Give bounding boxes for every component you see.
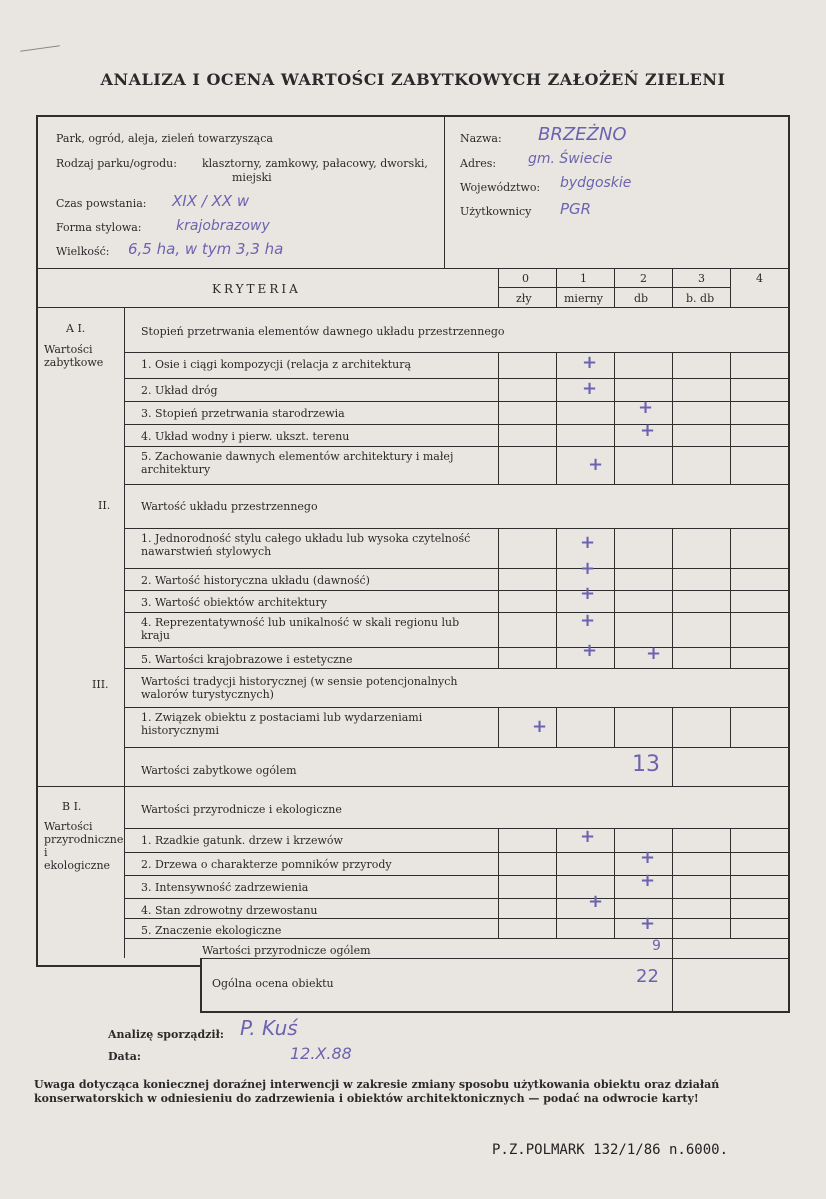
b1-item-4-col-3 <box>672 898 673 918</box>
score-mark-3: + <box>638 397 654 418</box>
section-b-label: Wartości przyrodniczne i ekologiczne <box>44 820 124 872</box>
a-total-top-line <box>124 747 790 748</box>
header-divider <box>444 117 445 269</box>
a1-item-4-col-2 <box>614 424 615 446</box>
frame-right <box>788 115 790 1013</box>
rodzaj-label: Rodzaj parku/ogrodu: <box>56 157 177 170</box>
a1-item-2-top-line <box>124 378 790 379</box>
score-mark-16: + <box>588 891 604 912</box>
a2-item-1-col-2 <box>614 528 615 568</box>
b1-item-2-top-line <box>124 852 790 853</box>
a2-item-3-top-line <box>124 590 790 591</box>
b1-title: Wartości przyrodnicze i ekologiczne <box>141 803 342 816</box>
data-value: 12.X.88 <box>290 1044 352 1063</box>
a1-title: Stopień przetrwania elementów dawnego układu przestrzennego <box>141 325 505 338</box>
section-a-code: A I. <box>66 322 86 335</box>
a1-item-4-col-4 <box>730 424 731 446</box>
data-label: Data: <box>108 1050 141 1063</box>
forma-label: Forma stylowa: <box>56 221 142 234</box>
a2-item-3-col-1 <box>556 590 557 612</box>
score-4: 4 <box>756 272 763 285</box>
a1-item-2-col-0 <box>498 378 499 401</box>
grade-zly: zły <box>516 292 532 305</box>
section-a-sub3-code: III. <box>92 678 109 691</box>
a-total-value: 13 <box>632 752 660 777</box>
a1-item-1-col-1 <box>556 352 557 378</box>
uzyt-label: Użytkownicy <box>460 205 532 218</box>
a2-item-1-col-3 <box>672 528 673 568</box>
crit-bottom <box>38 307 790 308</box>
a2-item-4-top-line <box>124 612 790 613</box>
a1-item-3-col-4 <box>730 401 731 424</box>
a2-item-2-col-4 <box>730 568 731 590</box>
b1-item-2-col-4 <box>730 852 731 875</box>
a1-item-5-col-0 <box>498 446 499 484</box>
b1-item-2-col-0 <box>498 852 499 875</box>
a2-item-2-col-0 <box>498 568 499 590</box>
a2-item-3-col-2 <box>614 590 615 612</box>
document-title: ANALIZA I OCENA WARTOŚCI ZABYTKOWYCH ZAŁOŻEŃ ZIELENI <box>100 70 726 89</box>
a1-item-1-top-line <box>124 352 790 353</box>
a2-item-1-col-4 <box>730 528 731 568</box>
frame-bottom <box>200 1011 790 1013</box>
a-total-label: Wartości zabytkowe ogólem <box>141 764 297 777</box>
grade-db: db <box>634 292 649 305</box>
wielkosc-value: 6,5 ha, w tym 3,3 ha <box>128 240 284 258</box>
b1-item-5: 5. Znaczenie ekologiczne <box>141 924 282 937</box>
a1-item-5-bottom-line <box>124 484 790 485</box>
a1-item-2-col-2 <box>614 378 615 401</box>
a1-item-3: 3. Stopień przetrwania starodrzewia <box>141 407 345 420</box>
rodzaj-options-1: klasztorny, zamkowy, pałacowy, dworski, <box>202 157 428 170</box>
score-mark-9: + <box>580 610 596 631</box>
a1-item-2: 2. Układ dróg <box>141 384 218 397</box>
a3-title: Wartości tradycji historycznej (w sensie potencjonalnych walorów turystycznych) <box>141 675 458 701</box>
a1-item-4-col-1 <box>556 424 557 446</box>
a1-item-5-col-2 <box>614 446 615 484</box>
a2-item-1-col-0 <box>498 528 499 568</box>
nazwa-value: BRZEŻNO <box>538 124 627 145</box>
frame-step <box>200 958 202 1013</box>
overall-value: 22 <box>636 966 659 987</box>
section-a-label: Wartości zabytkowe <box>44 343 104 369</box>
b1-item-1: 1. Rzadkie gatunk. drzew i krzewów <box>141 834 343 847</box>
b1-item-2-col-1 <box>556 852 557 875</box>
a2-item-4-col-4 <box>730 612 731 647</box>
a1-item-5-top-line <box>124 446 790 447</box>
czas-value: XIX / XX w <box>172 192 250 210</box>
a2-item-3-col-0 <box>498 590 499 612</box>
a2-item-4: 4. Reprezentatywność lub unikalność w skali regionu lub kraju <box>141 616 460 642</box>
section-a-sub2-code: II. <box>98 499 111 512</box>
a1-item-4: 4. Układ wodny i pierw. ukszt. terenu <box>141 430 350 443</box>
a3-item-1-top-line <box>124 707 790 708</box>
a2-item-5-col-1 <box>556 647 557 668</box>
score-2: 2 <box>640 272 647 285</box>
crit-v2 <box>614 268 615 308</box>
a1-item-1: 1. Osie i ciągi kompozycji (relacja z architekturą <box>141 358 412 371</box>
b-total-label: Wartości przyrodnicze ogólem <box>202 944 371 957</box>
a1-item-1-col-2 <box>614 352 615 378</box>
a1-item-5-col-4 <box>730 446 731 484</box>
score-mark-7: + <box>580 558 596 579</box>
a1-item-2-col-4 <box>730 378 731 401</box>
adres-label: Adres: <box>460 157 497 170</box>
score-mark-15: + <box>640 870 656 891</box>
print-code: P.Z.POLMARK 132/1/86 n.6000. <box>492 1142 729 1158</box>
footer-note: Uwaga dotycząca koniecznej doraźnej interwencji w zakresie zmiany sposobu użytkowania obiektu oraz działań konserwatorskich w odniesieniu do zadrzewienia i obiektów architektonicznych — podać na odwrocie karty! <box>34 1078 720 1105</box>
pen-stroke <box>20 45 60 52</box>
a1-item-5-col-1 <box>556 446 557 484</box>
score-mark-4: + <box>640 420 656 441</box>
b1-item-4-top-line <box>124 898 790 899</box>
score-1: 1 <box>580 272 587 285</box>
b-total-bottom-line <box>200 958 790 959</box>
b1-item-4-col-4 <box>730 898 731 918</box>
nazwa-label: Nazwa: <box>460 132 502 145</box>
a2-item-3-col-3 <box>672 590 673 612</box>
a1-item-2-col-1 <box>556 378 557 401</box>
a1-item-1-col-3 <box>672 352 673 378</box>
a1-item-4-top-line <box>124 424 790 425</box>
b1-item-3-col-1 <box>556 875 557 898</box>
score-mark-13: + <box>580 826 596 847</box>
a1-item-2-col-3 <box>672 378 673 401</box>
b1-item-4-col-0 <box>498 898 499 918</box>
a2-item-5-top-line <box>124 647 790 648</box>
rodzaj-options-2: miejski <box>232 171 272 184</box>
left-col-divider <box>124 307 125 958</box>
crit-v4 <box>730 268 731 308</box>
wielkosc-label: Wielkość: <box>56 245 110 258</box>
score-mark-14: + <box>640 847 656 868</box>
a2-item-4-col-2 <box>614 612 615 647</box>
a2-item-2-top-line <box>124 568 790 569</box>
score-mark-2: + <box>582 378 598 399</box>
uzyt-value: PGR <box>560 200 592 218</box>
b1-item-5-col-4 <box>730 918 731 938</box>
a2-item-1: 1. Jednorodność stylu całego układu lub wysoka czytelność nawarstwień stylowych <box>141 532 471 558</box>
crit-v0 <box>498 268 499 308</box>
score-mark-11: + <box>646 643 662 664</box>
a2-item-2-col-1 <box>556 568 557 590</box>
b1-item-3: 3. Intensywność zadrzewienia <box>141 881 309 894</box>
b1-item-3-col-4 <box>730 875 731 898</box>
woj-value: bydgoskie <box>560 175 632 191</box>
score-mark-12: + <box>532 716 548 737</box>
overall-label: Ogólna ocena obiektu <box>212 977 334 990</box>
a-total-col <box>672 747 673 786</box>
b1-item-3-col-2 <box>614 875 615 898</box>
score-mark-6: + <box>580 532 596 553</box>
a1-item-4-col-3 <box>672 424 673 446</box>
b1-item-2-col-2 <box>614 852 615 875</box>
a3-item-1-col-1 <box>556 707 557 747</box>
a2-item-4-col-3 <box>672 612 673 647</box>
b1-item-4: 4. Stan zdrowotny drzewostanu <box>141 904 318 917</box>
frame-top <box>36 115 790 117</box>
a1-item-5-col-3 <box>672 446 673 484</box>
b1-item-1-col-2 <box>614 828 615 852</box>
b1-item-2-col-3 <box>672 852 673 875</box>
header-bottom <box>38 268 790 269</box>
crit-v1 <box>556 268 557 308</box>
score-mark-8: + <box>580 583 596 604</box>
a1-item-3-col-0 <box>498 401 499 424</box>
b1-item-4-col-1 <box>556 898 557 918</box>
a3-item-1-col-2 <box>614 707 615 747</box>
b1-item-3-col-3 <box>672 875 673 898</box>
a2-item-2-col-3 <box>672 568 673 590</box>
a2-item-5-bottom-line <box>124 668 790 669</box>
grade-mierny: mierny <box>564 292 604 305</box>
a3-item-1: 1. Związek obiektu z postaciami lub wydarzeniami historycznymi <box>141 711 423 737</box>
b1-item-3-col-0 <box>498 875 499 898</box>
a1-item-1-col-0 <box>498 352 499 378</box>
forma-value: krajobrazowy <box>176 218 270 234</box>
a1-item-4-col-0 <box>498 424 499 446</box>
a3-item-1-col-4 <box>730 707 731 747</box>
a2-item-1-top-line <box>124 528 790 529</box>
czas-label: Czas powstania: <box>56 197 147 210</box>
a3-item-1-col-0 <box>498 707 499 747</box>
analiza-value: P. Kuś <box>240 1016 298 1040</box>
b1-item-5-top-line <box>124 918 790 919</box>
park-label: Park, ogród, aleja, zieleń towarzysząca <box>56 132 273 145</box>
b1-item-5-col-2 <box>614 918 615 938</box>
b1-item-2: 2. Drzewa o charakterze pomników przyrody <box>141 858 392 871</box>
b1-item-5-col-1 <box>556 918 557 938</box>
b1-item-1-top-line <box>124 828 790 829</box>
a2-item-5-col-3 <box>672 647 673 668</box>
a2-item-1-col-1 <box>556 528 557 568</box>
b1-item-1-col-0 <box>498 828 499 852</box>
a1-item-3-col-1 <box>556 401 557 424</box>
a3-item-1-col-3 <box>672 707 673 747</box>
score-mark-17: + <box>640 913 656 934</box>
b1-item-5-col-3 <box>672 918 673 938</box>
frame-left <box>36 115 38 967</box>
a2-item-4-col-0 <box>498 612 499 647</box>
a2-item-5: 5. Wartości krajobrazowe i estetyczne <box>141 653 353 666</box>
section-b-code: B I. <box>62 800 82 813</box>
score-mark-5: + <box>588 454 604 475</box>
grade-bdb: b. db <box>686 292 715 305</box>
kryteria-label: KRYTERIA <box>212 282 301 296</box>
score-3: 3 <box>698 272 705 285</box>
b-total-top-line <box>200 938 790 939</box>
b1-item-5-col-0 <box>498 918 499 938</box>
b1-item-1-col-4 <box>730 828 731 852</box>
woj-label: Województwo: <box>460 181 541 194</box>
a2-item-2-col-2 <box>614 568 615 590</box>
frame-bottom-left <box>36 965 202 967</box>
a2-item-3: 3. Wartość obiektów architektury <box>141 596 327 609</box>
a2-item-4-col-1 <box>556 612 557 647</box>
b-total-col <box>672 938 673 1011</box>
analiza-label: Analizę sporządził: <box>108 1028 224 1041</box>
a2-item-3-col-4 <box>730 590 731 612</box>
b1-item-1-col-1 <box>556 828 557 852</box>
a1-item-1-col-4 <box>730 352 731 378</box>
b1-item-3-top-line <box>124 875 790 876</box>
a1-item-3-col-2 <box>614 401 615 424</box>
a1-item-3-col-3 <box>672 401 673 424</box>
b1-item-1-col-3 <box>672 828 673 852</box>
crit-mid <box>498 287 730 288</box>
a2-title: Wartość układu przestrzennego <box>141 500 318 513</box>
b-total-value: 9 <box>652 938 661 954</box>
section-b-divider <box>38 786 790 787</box>
score-0: 0 <box>522 272 529 285</box>
a1-item-3-top-line <box>124 401 790 402</box>
a2-item-5-col-4 <box>730 647 731 668</box>
a1-item-5: 5. Zachowanie dawnych elementów architektury i małej architektury <box>141 450 454 476</box>
a2-item-5-col-0 <box>498 647 499 668</box>
score-mark-1: + <box>582 352 598 373</box>
score-mark-10: + <box>582 640 598 661</box>
adres-value: gm. Świecie <box>528 151 613 167</box>
a2-item-5-col-2 <box>614 647 615 668</box>
b1-item-4-col-2 <box>614 898 615 918</box>
a2-item-2: 2. Wartość historyczna układu (dawność) <box>141 574 370 587</box>
crit-v3 <box>672 268 673 308</box>
